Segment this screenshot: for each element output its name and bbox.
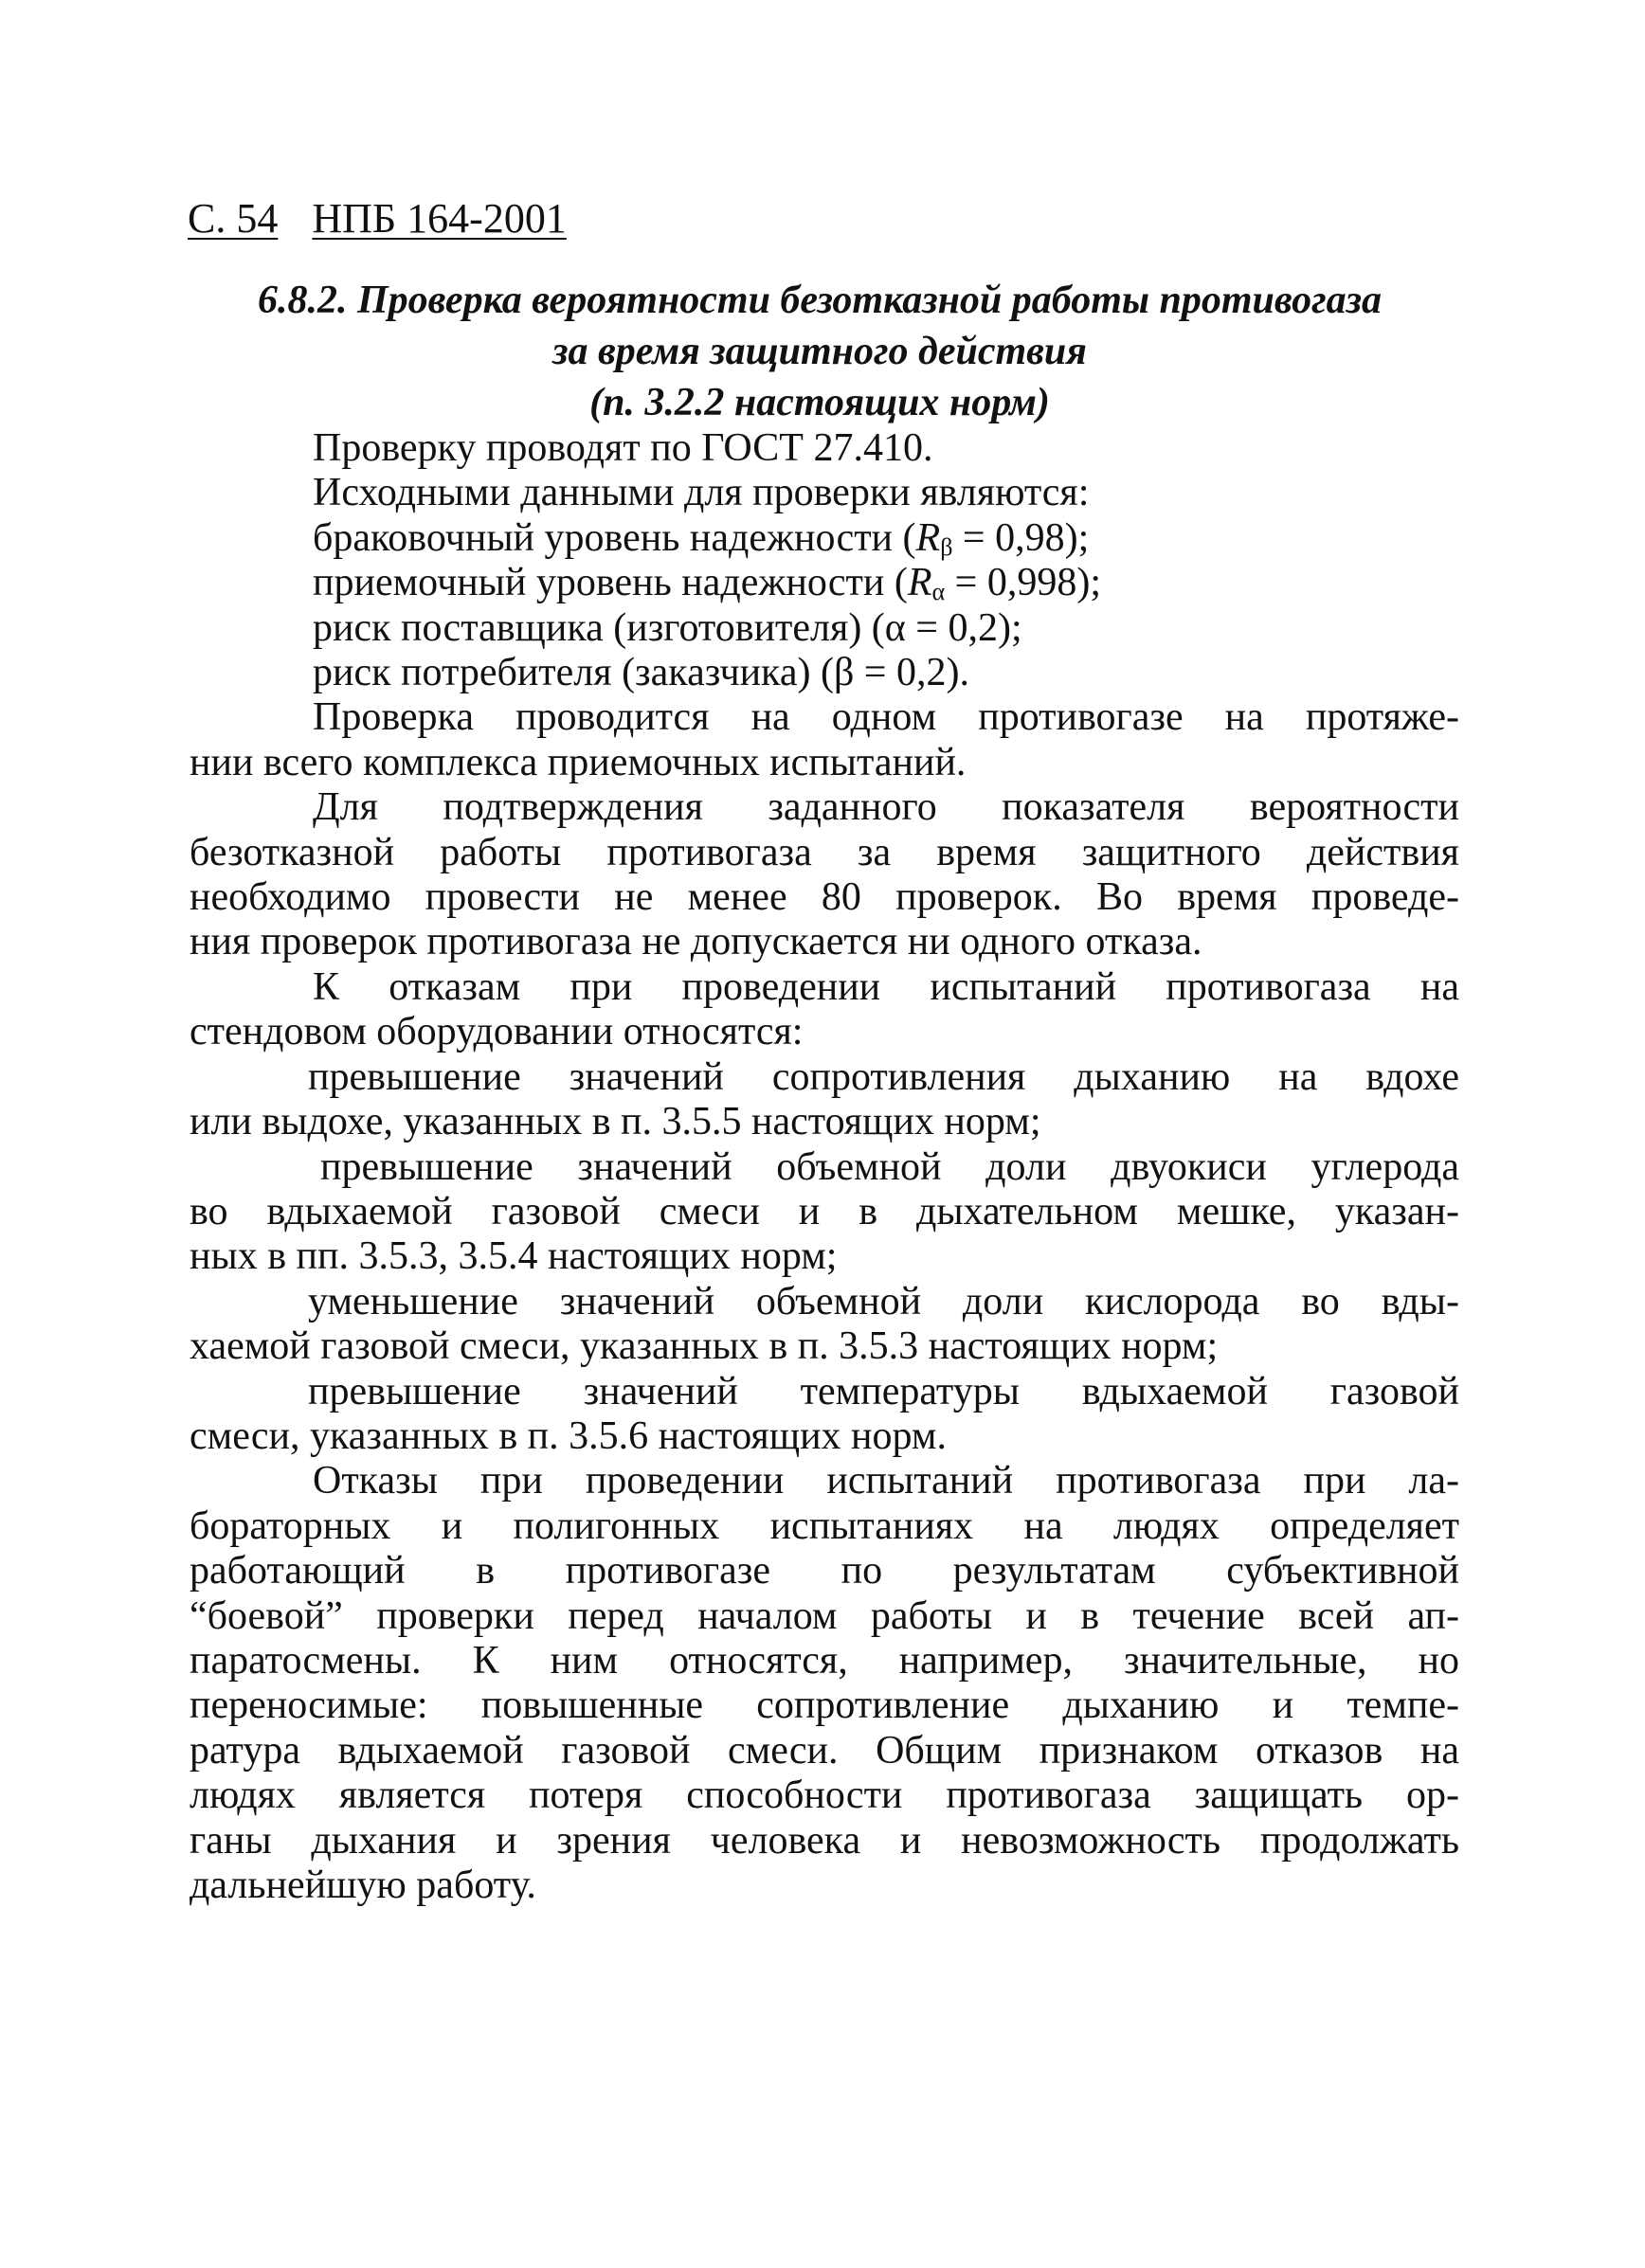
failure-item-line: хаемой газовой смеси, указанных в п. 3.5.3 настоящих норм; xyxy=(190,1324,1219,1369)
failure-item-line: или выдохе, указанных в п. 3.5.5 настоящих норм; xyxy=(190,1100,1041,1144)
page-number: С. 54 xyxy=(188,195,279,242)
list-item-text: приемочный уровень надежности ( xyxy=(313,561,908,605)
section-heading-line: за время защитного действия xyxy=(552,330,1087,373)
formula-subscript: β xyxy=(940,532,953,561)
paragraph-line: паратосмены. К ним относятся, например, значительные, но xyxy=(190,1638,1459,1683)
formula-symbol: R xyxy=(915,515,941,560)
paragraph-line: ратура вдыхаемой газовой смеси. Общим признаком отказов на xyxy=(190,1728,1459,1773)
list-item-text: браковочный уровень надежности ( xyxy=(313,515,916,560)
document-code: НПБ 164-2001 xyxy=(312,195,567,242)
failure-item-line: превышение значений сопротивления дыханию на вдохе xyxy=(308,1054,1459,1099)
paragraph-line: дальнейшую работу. xyxy=(190,1863,536,1907)
paragraph-line: ния проверок противогаза не допускается ни одного отказа. xyxy=(190,920,1202,964)
section-heading-line: 6.8.2. Проверка вероятности безотказной работы противогаза xyxy=(258,279,1382,322)
paragraph-line: безотказной работы противогаза за время защитного действия xyxy=(190,830,1459,874)
page-header xyxy=(188,194,567,243)
paragraph-line: стендовом оборудовании относятся: xyxy=(190,1010,804,1054)
formula-value: = 0,98); xyxy=(952,515,1090,560)
paragraph-line: людях является потеря способности противогаза защищать ор- xyxy=(190,1773,1459,1818)
paragraph-line: Отказы при проведении испытаний противогаза при ла- xyxy=(313,1459,1459,1503)
paragraph-line: Проверка проводится на одном противогазе на протяже- xyxy=(313,695,1459,740)
failure-item-line: во вдыхаемой газовой смеси и в дыхательном мешке, указан- xyxy=(190,1189,1459,1233)
list-item: риск потребителя (заказчика) (β = 0,2). xyxy=(313,651,969,695)
paragraph-line: необходимо провести не менее 80 проверок. Во время проведе- xyxy=(190,875,1459,920)
list-item xyxy=(190,516,1459,561)
failure-item-line: смеси, указанных в п. 3.5.6 настоящих норм. xyxy=(190,1413,947,1458)
paragraph-line: переносимые: повышенные сопротивление дыханию и темпе- xyxy=(190,1683,1459,1728)
paragraph-line: бораторных и полигонных испытаниях на людях определяет xyxy=(190,1503,1459,1548)
paragraph-line: ганы дыхания и зрения человека и невозможность продолжать xyxy=(190,1818,1459,1863)
paragraph-line: нии всего комплекса приемочных испытаний. xyxy=(190,740,967,784)
failure-item-line: превышение значений температуры вдыхаемой газовой xyxy=(308,1369,1459,1413)
formula-symbol: R xyxy=(907,561,932,605)
paragraph-line: Исходными данными для проверки являются: xyxy=(313,471,1090,515)
paragraph-line: работающий в противогазе по результатам субъективной xyxy=(190,1549,1459,1593)
paragraph-line: “боевой” проверки перед началом работы и в течение всей ап- xyxy=(190,1593,1459,1638)
section-heading-line: (п. 3.2.2 настоящих норм) xyxy=(589,381,1050,424)
paragraph-line: Проверку проводят по ГОСТ 27.410. xyxy=(313,426,933,470)
list-item: риск поставщика (изготовителя) (α = 0,2); xyxy=(313,605,1022,650)
section-heading xyxy=(180,275,1459,428)
paragraph-line: Для подтверждения заданного показателя вероятности xyxy=(313,785,1459,830)
failure-item-line: превышение значений объемной доли двуокиси углерода xyxy=(320,1144,1459,1189)
paragraph-line: К отказам при проведении испытаний противогаза на xyxy=(313,964,1459,1009)
formula-value: = 0,998); xyxy=(945,561,1101,605)
list-item xyxy=(190,561,1459,605)
body-text xyxy=(190,426,1459,1908)
failure-item-line: уменьшение значений объемной доли кислорода во вды- xyxy=(308,1279,1459,1323)
failure-item-line: ных в пп. 3.5.3, 3.5.4 настоящих норм; xyxy=(190,1234,838,1279)
formula-subscript: α xyxy=(931,578,946,606)
